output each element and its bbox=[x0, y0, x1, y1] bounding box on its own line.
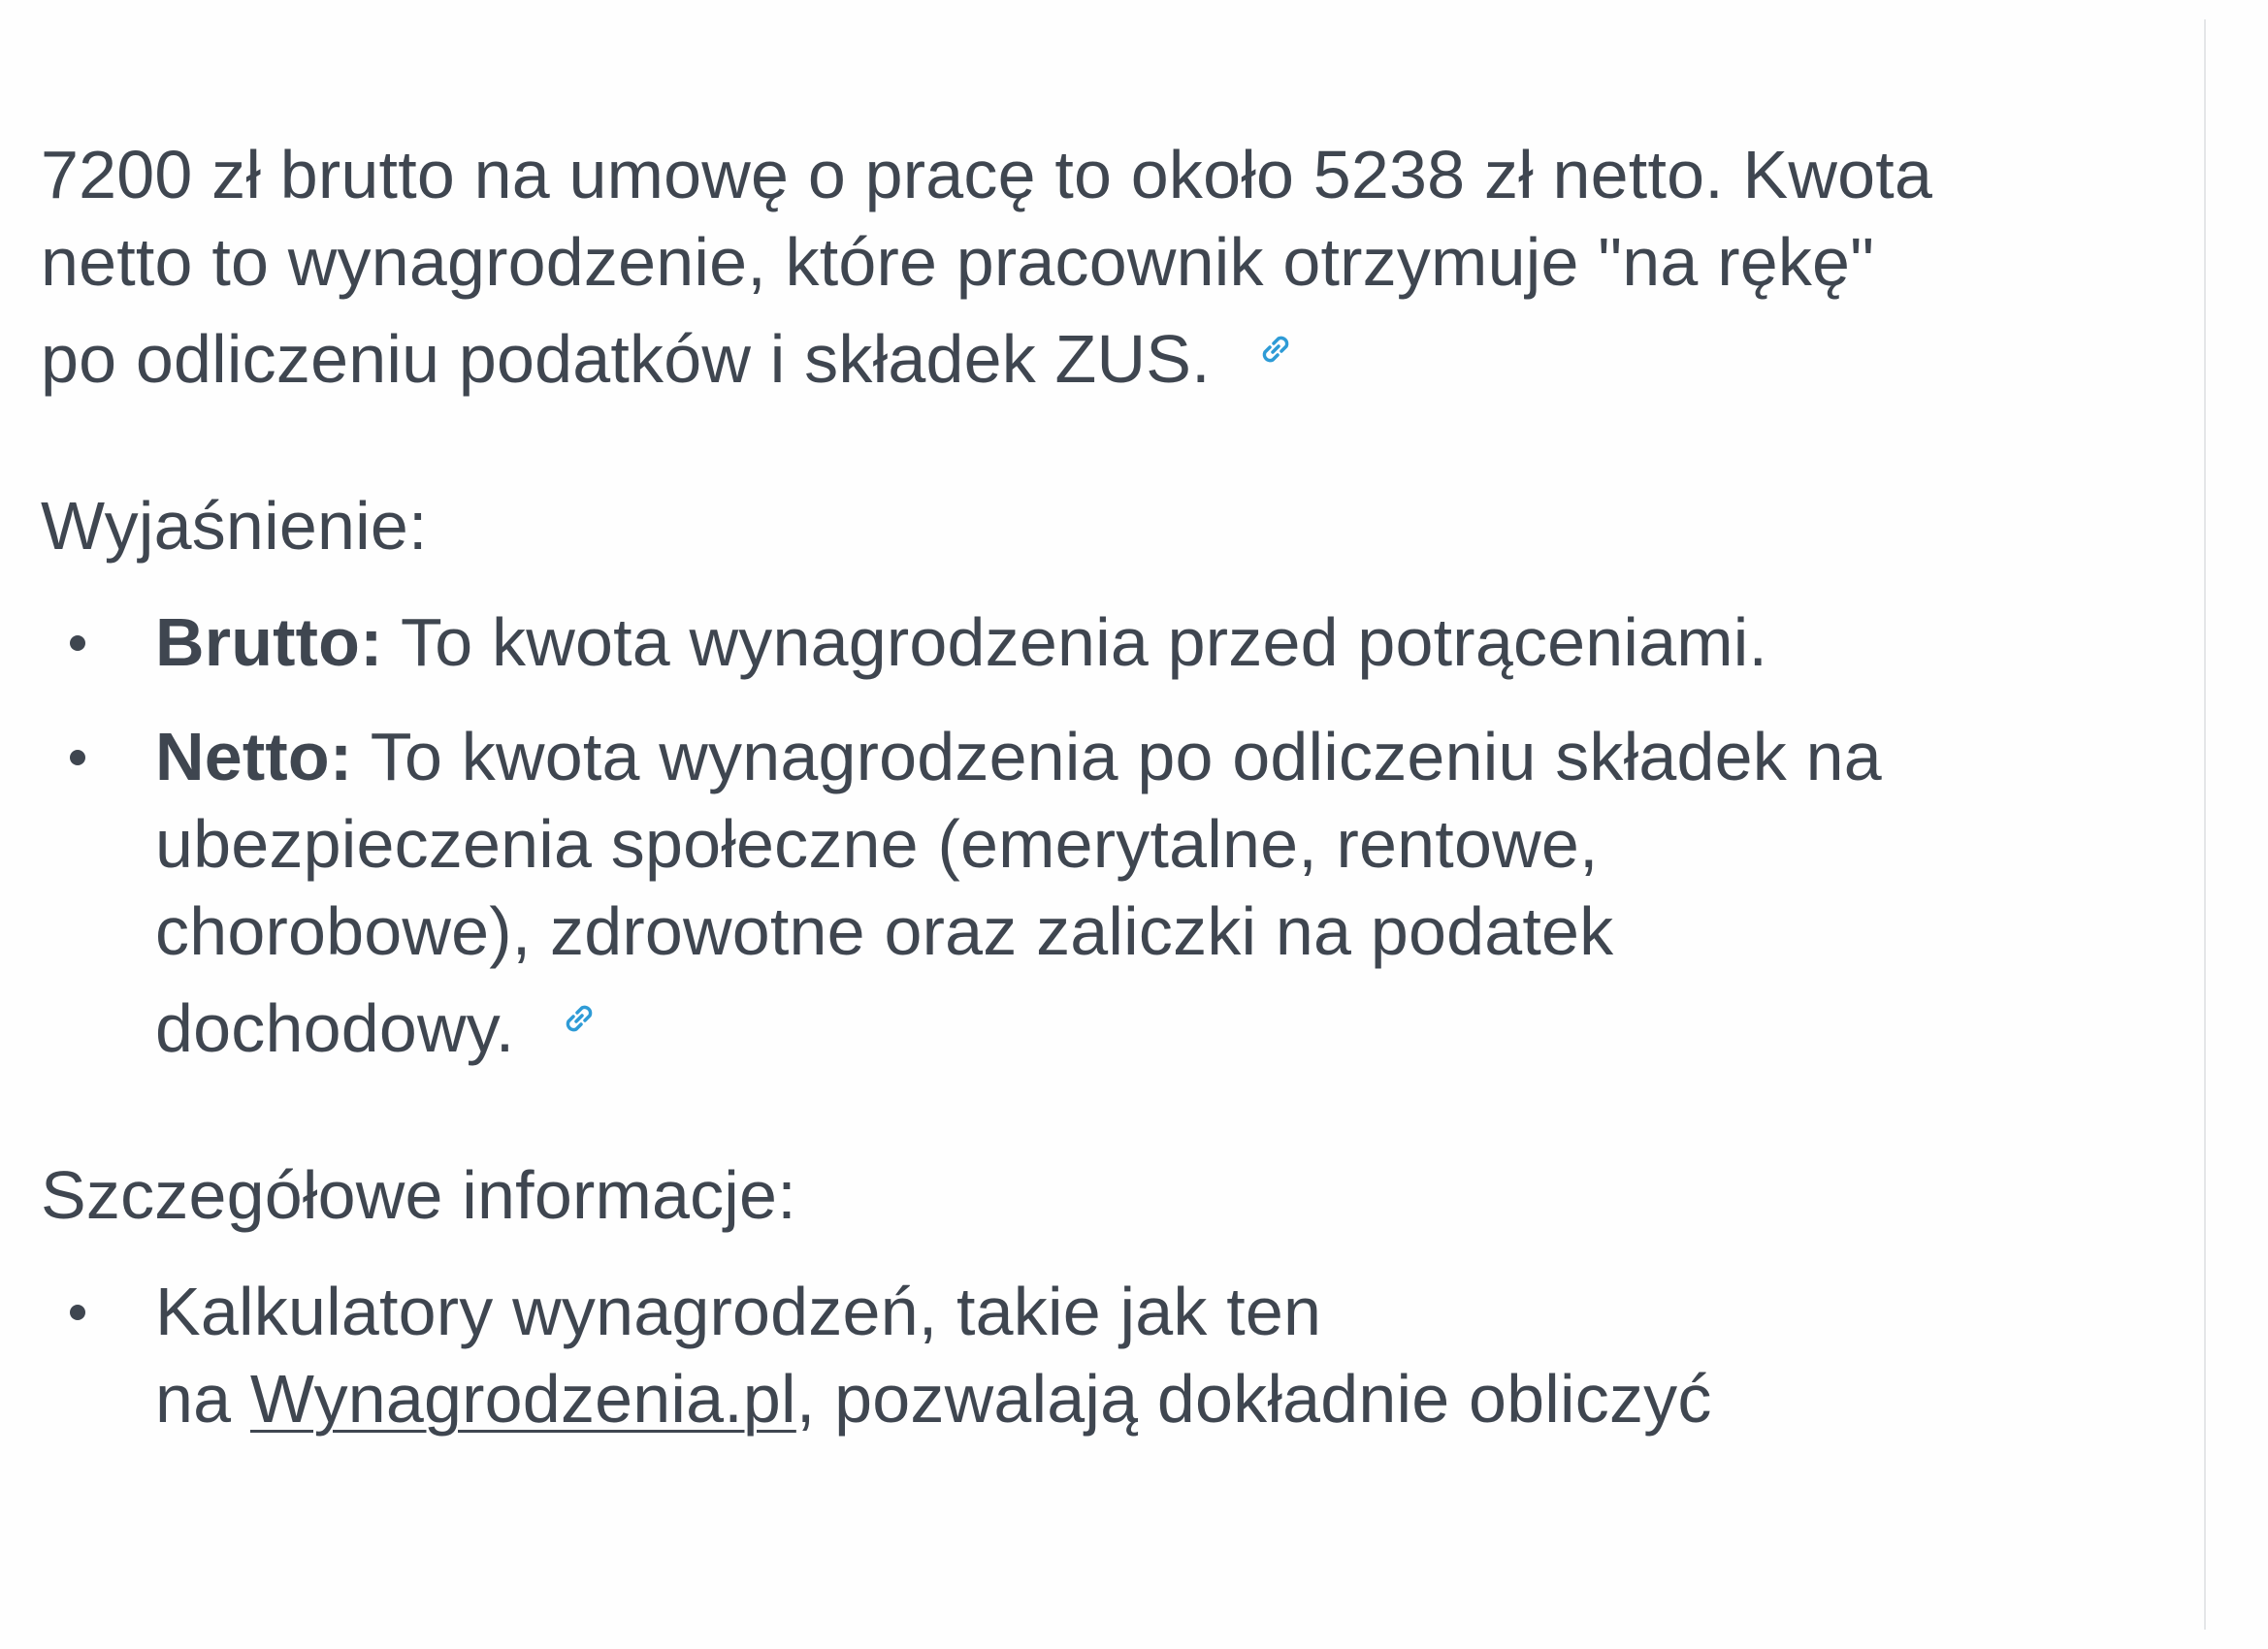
bullet-dot bbox=[70, 1305, 85, 1320]
bullet-dot bbox=[70, 635, 85, 651]
answer-content bbox=[41, 131, 2136, 1442]
calculators-line-2-suffix: , pozwalają dokładnie obliczyć bbox=[795, 1361, 1712, 1437]
calculators-line-2-prefix: na bbox=[155, 1361, 250, 1437]
intro-line-1: 7200 zł brutto na umowę o pracę to około 5238 zł netto. Kwota bbox=[41, 137, 1933, 212]
netto-definition-line-2: ubezpieczenia społeczne (emerytalne, rentowe, bbox=[155, 806, 1599, 882]
intro-line-3: po odliczeniu podatków i składek ZUS. bbox=[41, 321, 1211, 397]
explanation-heading: Wyjaśnienie: bbox=[41, 488, 428, 564]
netto-definition-line-1: To kwota wynagrodzenia po odliczeniu składek na bbox=[370, 719, 1882, 794]
explanation-list bbox=[41, 598, 2136, 1072]
brutto-definition: To kwota wynagrodzenia przed potrąceniami. bbox=[401, 604, 1768, 680]
netto-definition-line-3: chorobowe), zdrowotne oraz zaliczki na podatek bbox=[155, 893, 1614, 969]
netto-term: Netto: bbox=[155, 719, 353, 794]
calculators-line-1: Kalkulatory wynagrodzeń, takie jak ten bbox=[155, 1274, 1322, 1349]
netto-line-4-wrapper bbox=[155, 985, 2136, 1072]
link-icon[interactable] bbox=[1257, 331, 1294, 368]
brutto-term: Brutto: bbox=[155, 604, 383, 680]
wynagrodzenia-link[interactable]: Wynagrodzenia.pl bbox=[249, 1361, 796, 1437]
netto-definition-line-4: dochodowy. bbox=[155, 990, 515, 1066]
link-icon[interactable] bbox=[561, 1000, 598, 1037]
brutto-line bbox=[155, 598, 2136, 686]
bullet-dot bbox=[70, 750, 85, 765]
intro-paragraph bbox=[41, 131, 2136, 403]
calculators-line-2 bbox=[155, 1355, 2136, 1442]
list-item-netto bbox=[41, 713, 2136, 1072]
details-heading: Szczegółowe informacje: bbox=[41, 1157, 796, 1233]
intro-line-3-wrapper bbox=[41, 315, 2136, 403]
netto-line-1 bbox=[155, 713, 2136, 800]
page-edge-line bbox=[2204, 19, 2206, 1630]
intro-line-2: netto to wynagrodzenie, które pracownik otrzymuje "na rękę" bbox=[41, 224, 1875, 300]
details-list bbox=[41, 1268, 2136, 1442]
list-item-brutto bbox=[41, 598, 2136, 686]
list-item-calculators bbox=[41, 1268, 2136, 1442]
